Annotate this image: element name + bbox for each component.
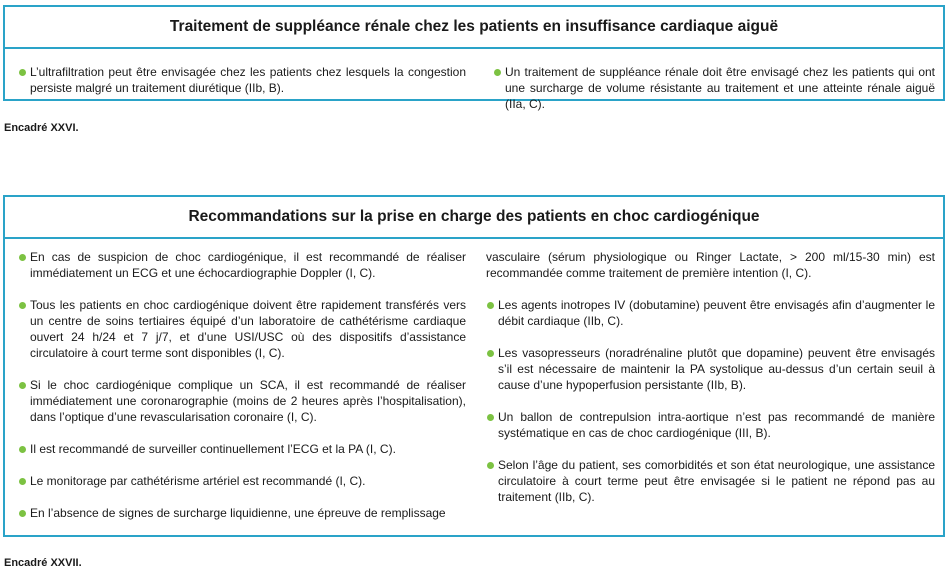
bullet-icon	[487, 302, 494, 309]
left-column	[18, 249, 466, 537]
item-text: Il est recommandé de surveiller continuellement l’ECG et la PA (I, C).	[30, 442, 396, 456]
bullet-icon	[19, 254, 26, 261]
box-caption: Encadré XXVI.	[4, 122, 79, 134]
item-text: Selon l’âge du patient, ses comorbidités et son état neurologique, une assistance circulatoire à court terme peut être envisagée si le patient ne répond pas au traitement (IIb, C).	[498, 458, 935, 504]
bullet-icon	[487, 414, 494, 421]
recommendation-box-renal	[3, 5, 945, 111]
bullet-icon	[19, 510, 26, 517]
list-item	[486, 297, 935, 329]
list-item	[486, 457, 935, 505]
list-item	[18, 249, 466, 281]
item-text: Les agents inotropes IV (dobutamine) peuvent être envisagés afin d’augmenter le débit cardiaque (IIb, C).	[498, 298, 935, 328]
item-text: Les vasopresseurs (noradrénaline plutôt que dopamine) peuvent être envisagés s’il est nécessaire de maintenir la PA systolique au-dessus d’un certain seuil à cause d’une hypoperfusion persistante (IIb, B).	[498, 346, 935, 392]
list-item	[18, 441, 466, 457]
item-text: vasculaire (sérum physiologique ou Ringer Lactate, > 200 ml/15-30 min) est recommandée comme traitement de première intention (I, C).	[486, 250, 935, 280]
item-text: Un traitement de suppléance rénale doit être envisagé chez les patients qui ont une surcharge de volume résistante au traitement et une atteinte rénale aiguë (IIa, C).	[505, 65, 935, 111]
bullet-icon	[487, 350, 494, 357]
item-text: Un ballon de contrepulsion intra-aortique n’est pas recommandé de manière systématique en cas de choc cardiogénique (III, B).	[498, 410, 935, 440]
box-title: Recommandations sur la prise en charge des patients en choc cardiogénique	[5, 197, 943, 239]
bullet-icon	[487, 462, 494, 469]
list-item	[486, 345, 935, 393]
list-item	[493, 64, 935, 112]
box-title: Traitement de suppléance rénale chez les patients en insuffisance cardiaque aiguë	[5, 7, 943, 49]
item-text: Le monitorage par cathétérisme artériel est recommandé (I, C).	[30, 474, 366, 488]
list-item	[18, 473, 466, 489]
recommendation-box-cardiogenic-shock	[3, 195, 945, 537]
list-item	[486, 409, 935, 441]
box-columns	[5, 239, 943, 537]
item-text: En cas de suspicion de choc cardiogénique, il est recommandé de réaliser immédiatement un ECG et une échocardiographie Doppler (I, C).	[30, 250, 466, 280]
box-columns	[5, 49, 943, 112]
list-item-continuation	[486, 249, 935, 281]
bullet-icon	[19, 446, 26, 453]
right-column	[493, 64, 935, 112]
bullet-icon	[494, 69, 501, 76]
list-item	[18, 64, 466, 96]
bullet-icon	[19, 382, 26, 389]
right-column	[486, 249, 935, 537]
left-column	[18, 64, 466, 112]
list-item	[18, 377, 466, 425]
list-item	[18, 505, 466, 521]
item-text: Si le choc cardiogénique complique un SCA, il est recommandé de réaliser immédiatement une coronarographie (moins de 2 heures après l’hospitalisation), dans l’optique d’une revascularisation coronaire (I, C).	[30, 378, 466, 424]
bullet-icon	[19, 302, 26, 309]
box-caption: Encadré XXVII.	[4, 557, 82, 569]
list-item	[18, 297, 466, 361]
item-text: L’ultrafiltration peut être envisagée chez les patients chez lesquels la congestion persiste malgré un traitement diurétique (IIb, B).	[30, 65, 466, 95]
item-text: En l’absence de signes de surcharge liquidienne, une épreuve de remplissage	[30, 506, 446, 520]
bullet-icon	[19, 478, 26, 485]
item-text: Tous les patients en choc cardiogénique doivent être rapidement transférés vers un centre de soins tertiaires équipé d’un laboratoire de cathétérisme cardiaque ouvert 24 h/24 et 7 j/7, et d’une USI/USC où des dispositifs d’assistance circulatoire à court terme sont disponibles (I, C).	[30, 298, 466, 360]
bullet-icon	[19, 69, 26, 76]
